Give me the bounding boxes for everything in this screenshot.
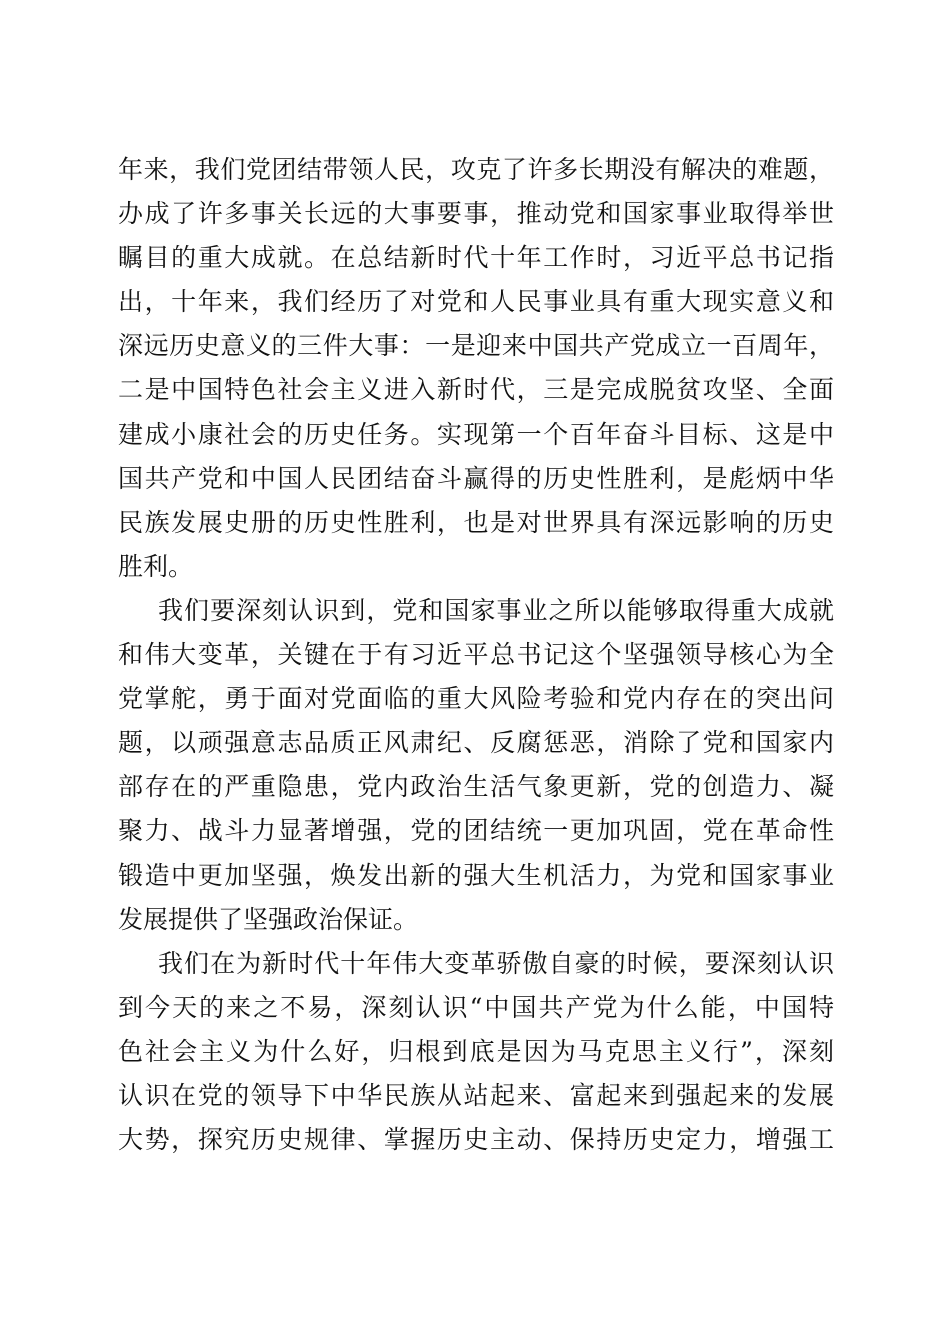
text-line: 出，十年来，我们经历了对党和人民事业具有重大现实意义和 xyxy=(118,287,834,317)
text-line: 我们在为新时代十年伟大变革骄傲自豪的时候，要深刻认识 xyxy=(158,948,834,978)
paragraph-2 xyxy=(118,589,834,942)
text-line: 年来，我们党团结带领人民，攻克了许多长期没有解决的难题， xyxy=(118,155,834,184)
text-line: 胜利。 xyxy=(118,551,194,581)
text-line: 部存在的严重隐患，党内政治生活气象更新，党的创造力、凝 xyxy=(118,772,834,802)
text-line: 党掌舵，勇于面对党面临的重大风险考验和党内存在的突出问 xyxy=(118,684,834,714)
text-line: 题，以顽强意志品质正风肃纪、反腐惩恶，消除了党和国家内 xyxy=(118,728,834,758)
text-line: 我们要深刻认识到，党和国家事业之所以能够取得重大成就 xyxy=(158,595,834,625)
text-line: 大势，探究历史规律、掌握历史主动、保持历史定力，增强工 xyxy=(118,1125,834,1155)
text-line: 认识在党的领导下中华民族从站起来、富起来到强起来的发展 xyxy=(118,1080,834,1110)
text-line: 建成小康社会的历史任务。实现第一个百年奋斗目标、这是中 xyxy=(118,419,834,449)
body-text xyxy=(118,148,834,1162)
text-line: 色社会主义为什么好，归根到底是因为马克思主义行”，深刻 xyxy=(118,1036,834,1066)
paragraph-1 xyxy=(118,148,834,589)
text-line: 国共产党和中国人民团结奋斗赢得的历史性胜利，是彪炳中华 xyxy=(118,463,834,493)
text-line: 发展提供了坚强政治保证。 xyxy=(118,904,419,934)
paragraph-3 xyxy=(118,942,834,1162)
text-line: 民族发展史册的历史性胜利，也是对世界具有深远影响的历史 xyxy=(118,507,834,537)
text-line: 二是中国特色社会主义进入新时代，三是完成脱贫攻坚、全面 xyxy=(118,375,834,405)
text-line: 瞩目的重大成就。在总结新时代十年工作时，习近平总书记指 xyxy=(118,243,834,273)
text-line: 锻造中更加坚强，焕发出新的强大生机活力，为党和国家事业 xyxy=(118,860,834,890)
text-line: 和伟大变革，关键在于有习近平总书记这个坚强领导核心为全 xyxy=(118,640,834,670)
text-line: 聚力、战斗力显著增强，党的团结统一更加巩固，党在革命性 xyxy=(118,816,834,846)
text-line: 办成了许多事关长远的大事要事，推动党和国家事业取得举世 xyxy=(118,199,834,229)
text-line: 深远历史意义的三件大事：一是迎来中国共产党成立一百周年， xyxy=(118,331,834,361)
text-line: 到今天的来之不易，深刻认识“中国共产党为什么能，中国特 xyxy=(118,992,834,1022)
